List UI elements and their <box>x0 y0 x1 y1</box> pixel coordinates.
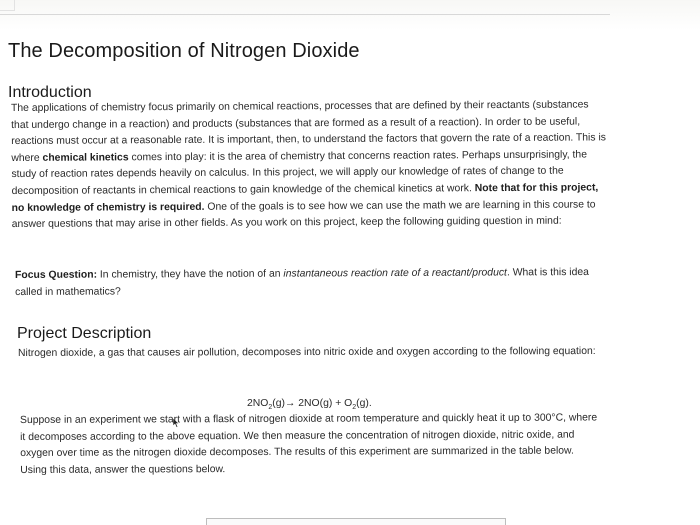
focus-text-2: . What is this idea called in mathematics? <box>15 266 589 298</box>
top-divider <box>0 14 610 15</box>
eq-oxygen-sub: 2 <box>352 404 357 412</box>
introduction-paragraph <box>11 97 608 233</box>
focus-question <box>15 265 611 301</box>
eq-arrow: → <box>284 398 296 409</box>
introduction-heading: Introduction <box>8 84 92 101</box>
intro-text-1: The applications of chemistry focus primarily on chemical reactions, processes that are defined by their reactants (substances that undergo change in a reaction) and products (substances that are formed as a result of a reaction). In order to be useful, reactions must occur at a reasonable rate. It is important, then, to understand the factors that govern the rate of a reaction. This is where <box>11 99 606 164</box>
project-description-heading: Project Description <box>17 325 152 342</box>
frame-corner <box>0 0 15 11</box>
eq-reactant-state: (g) <box>272 398 285 409</box>
page-title: The Decomposition of Nitrogen Dioxide <box>8 40 360 62</box>
intro-bold-note: Note that for this project, no knowledge of chemistry is required. <box>11 182 599 214</box>
focus-question-label: Focus Question: <box>15 269 98 281</box>
eq-products: 2NO(g) + O <box>295 398 353 409</box>
focus-text-1: In chemistry, they have the notion of an <box>96 268 284 281</box>
intro-bold-chemical-kinetics: chemical kinetics <box>42 152 129 164</box>
focus-italic-term: instantaneous reaction rate of a reactant/product <box>283 267 507 280</box>
eq-oxygen-state: (g). <box>356 398 372 409</box>
eq-reactant-sub: 2 <box>268 404 273 412</box>
table-top-edge <box>206 518 506 525</box>
intro-text-3: One of the goals is to see how we can use the math we are learning in this course to answer questions that may arise in other fields. As you work on this project, keep the following guiding question in mind: <box>11 198 596 231</box>
reaction-equation <box>247 398 372 411</box>
project-paragraph-2: Suppose in an experiment we start with a flask of nitrogen dioxide at room temperature and quickly heat it up to 300°C, where it decomposes according to the above equation. We then measure the concentration of nitrogen dioxide, nitric oxide, and oxygen over time as the nitrogen dioxide decomposes. The results of this experiment are summarized in the table below. Using this data, answer the questions below. <box>20 412 598 476</box>
project-paragraph-1: Nitrogen dioxide, a gas that causes air pollution, decomposes into nitric oxide and oxygen according to the following equation: <box>18 345 596 359</box>
intro-text-2: comes into play: it is the area of chemistry that concerns reaction rates. Perhaps unsurprisingly, the study of reaction rates depends heavily on calculus. In this project, we will apply our knowledge of rates of change to the decomposition of reactants in chemical reactions to gain knowledge of the chemical kinetics at work. <box>11 149 587 197</box>
eq-reactant: 2NO <box>247 398 269 409</box>
